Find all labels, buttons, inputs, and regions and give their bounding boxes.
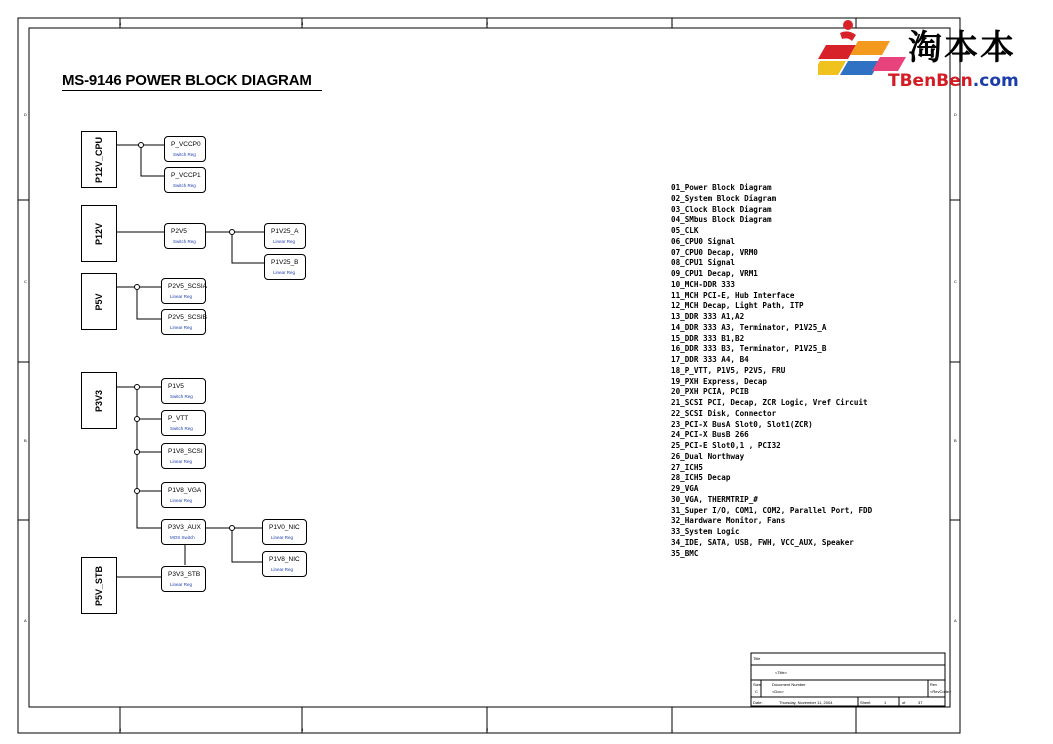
svg-text:3: 3 [301, 727, 304, 732]
regulator-type: Linear Reg [170, 498, 193, 503]
index-entry: 32_Hardware Monitor, Fans [671, 516, 786, 526]
regulator-type: Linear Reg [170, 294, 193, 299]
regulator-name: P1V25_B [271, 259, 299, 266]
index-entry: 08_CPU1 Signal [671, 258, 736, 268]
rail-p12v [81, 205, 117, 262]
index-entry: 13_DDR 333 A1,A2 [671, 312, 745, 321]
tb-doc-value: <Doc> [772, 689, 784, 694]
regulator-type: Linear Reg [170, 582, 193, 587]
regulator-p-vccp1 [164, 167, 206, 193]
index-entry: 02_System Block Diagram [671, 193, 777, 203]
regulator-p2v5 [164, 223, 206, 249]
index-entry: 29_VGA [671, 484, 699, 493]
svg-text:D: D [954, 112, 957, 117]
index-entry: 31_Super I/O, COM1, COM2, Parallel Port, FDD [671, 505, 873, 515]
rail-label: P5V [94, 292, 104, 311]
regulator-p1v8-vga [161, 482, 206, 508]
svg-text:2: 2 [486, 21, 489, 26]
rail-label: P12V_CPU [94, 136, 104, 183]
index-entry: 24_PCI-X BusB 266 [671, 430, 749, 440]
tb-of-label: of [902, 700, 906, 705]
regulator-p1v25-b [264, 254, 306, 280]
rail-p12v-cpu [81, 131, 117, 188]
index-entry: 26_Dual Northway [671, 451, 745, 461]
tb-rev-label: Rev [930, 682, 938, 687]
logo-chinese-text: 淘本本 [908, 28, 1016, 68]
rail-label: P3V3 [94, 389, 104, 412]
logo-english-text [888, 71, 1019, 91]
svg-text:C: C [954, 279, 957, 284]
regulator-name: P1V8_NIC [269, 556, 300, 563]
index-entry: 30_VGA, THERMTRIP_# [671, 494, 758, 504]
regulator-p1v8-scsi [161, 443, 206, 469]
index-entry: 01_Power Block Diagram [671, 183, 772, 192]
regulator-p3v3-aux [161, 519, 206, 545]
tb-of-value: 37 [918, 700, 923, 705]
index-entry: 05_CLK [671, 226, 699, 235]
svg-text:4: 4 [119, 727, 122, 732]
regulator-p2v5-scsia [161, 278, 206, 304]
regulator-name: P2V5_SCSIA [168, 283, 208, 290]
regulator-p1v0-nic [262, 519, 307, 545]
index-entry: 10_MCH-DDR 333 [671, 279, 736, 289]
svg-text:B: B [24, 438, 27, 443]
logo-domain: .com [972, 71, 1019, 91]
index-entry: 19_PXH Express, Decap [671, 376, 768, 386]
index-entry: 28_ICH5 Decap [671, 473, 731, 483]
svg-text:2: 2 [486, 727, 489, 732]
regulator-type: Linear Reg [170, 459, 193, 464]
tbenben-logo [818, 15, 1038, 95]
regulator-type: Switch Reg [170, 394, 193, 399]
regulator-type: MOS Switch [170, 535, 195, 540]
tb-size-value: C [755, 689, 758, 694]
regulator-type: Linear Reg [271, 567, 294, 572]
index-entry: 21_SCSI PCI, Decap, ZCR Logic, Vref Circuit [671, 398, 868, 407]
index-entry: 35_BMC [671, 548, 699, 558]
rail-label: P5V_STB [94, 565, 104, 606]
tb-date-label: Date: [753, 700, 763, 705]
svg-text:4: 4 [119, 21, 122, 26]
index-entry: 20_PXH PCIA, PCIB [671, 387, 749, 397]
index-entry: 33_System Logic [671, 527, 740, 536]
regulator-p3v3-stb [161, 566, 206, 592]
regulator-type: Linear Reg [170, 325, 193, 330]
regulator-p1v25-a [264, 223, 306, 249]
index-entry: 09_CPU1 Decap, VRM1 [671, 269, 758, 278]
rail-p5v [81, 273, 117, 330]
regulator-name: P1V8_SCSI [168, 448, 203, 455]
index-entry: 27_ICH5 [671, 462, 704, 472]
index-entry: 22_SCSI Disk, Connector [671, 408, 777, 418]
regulator-type: Linear Reg [273, 239, 296, 244]
regulator-p1v8-nic [262, 551, 307, 577]
index-entry: 06_CPU0 Signal [671, 236, 736, 246]
tb-sheet-label: Sheet [860, 700, 871, 705]
logo-brand: TBenBen [888, 71, 973, 91]
page-index [671, 183, 872, 559]
rail-p5v-stb [81, 557, 117, 614]
regulator-type: Switch Reg [173, 239, 196, 244]
svg-text:B: B [954, 438, 957, 443]
svg-text:A: A [24, 618, 27, 623]
regulator-type: Switch Reg [173, 152, 196, 157]
rail-p3v3 [81, 372, 117, 429]
regulator-name: P1V25_A [271, 228, 299, 235]
regulator-p1v5 [161, 378, 206, 404]
index-entry: 07_CPU0 Decap, VRM0 [671, 247, 758, 257]
regulator-name: P3V3_AUX [168, 524, 201, 531]
index-entry: 17_DDR 333 A4, B4 [671, 355, 749, 364]
regulator-type: Switch Reg [170, 426, 193, 431]
regulator-name: P_VCCP1 [171, 172, 201, 179]
regulator-type: Linear Reg [273, 270, 296, 275]
regulator-name: P_VCCP0 [171, 141, 201, 148]
svg-text:1: 1 [671, 21, 674, 26]
index-entry: 12_MCH Decap, Light Path, ITP [671, 301, 804, 311]
tb-title-value: <Title> [775, 670, 788, 675]
regulator-name: P1V8_VGA [168, 487, 202, 494]
svg-text:D: D [24, 112, 27, 117]
index-entry: 03_Clock Block Diagram [671, 204, 772, 214]
regulator-p-vccp0 [164, 136, 206, 162]
regulator-name: P1V0_NIC [269, 524, 300, 531]
regulator-name: P1V5 [168, 383, 184, 390]
regulator-name: P2V5 [171, 228, 187, 235]
regulator-name: P2V5_SCSIB [168, 314, 208, 321]
index-entry: 25_PCI-E Slot0,1 , PCI32 [671, 441, 781, 450]
tb-date-value: Thursday, November 11, 2004 [779, 700, 833, 705]
svg-text:C: C [24, 279, 27, 284]
regulator-p-vtt [161, 410, 206, 436]
index-entry: 11_MCH PCI-E, Hub Interface [671, 290, 795, 300]
index-entry: 16_DDR 333 B3, Terminator, P1V25_B [671, 344, 827, 354]
regulator-type: Linear Reg [271, 535, 294, 540]
tb-title-label: Title [753, 656, 761, 661]
index-entry: 04_SMbus Block Diagram [671, 215, 772, 225]
svg-text:3: 3 [301, 21, 304, 26]
rail-label: P12V [94, 222, 104, 245]
tb-doc-label: Document Number [772, 682, 806, 687]
index-entry: 18_P_VTT, P1V5, P2V5, FRU [671, 365, 786, 375]
tb-size-label: Size [753, 682, 761, 687]
index-entry: 23_PCI-X BusA Slot0, Slot1(ZCR) [671, 419, 813, 429]
index-entry: 14_DDR 333 A3, Terminator, P1V25_A [671, 322, 827, 332]
index-entry: 15_DDR 333 B1,B2 [671, 333, 745, 343]
svg-text:A: A [954, 618, 957, 623]
regulator-name: P3V3_STB [168, 571, 201, 578]
regulator-name: P_VTT [168, 415, 189, 422]
diagram-title: MS-9146 POWER BLOCK DIAGRAM [62, 72, 322, 91]
tb-rev-value: <RevCode> [930, 689, 952, 694]
tb-sheet-value: 1 [884, 700, 887, 705]
svg-text:1: 1 [671, 727, 674, 732]
regulator-p2v5-scsib [161, 309, 206, 335]
index-entry: 34_IDE, SATA, USB, FWH, VCC_AUX, Speaker [671, 537, 854, 547]
regulator-type: Switch Reg [173, 183, 196, 188]
